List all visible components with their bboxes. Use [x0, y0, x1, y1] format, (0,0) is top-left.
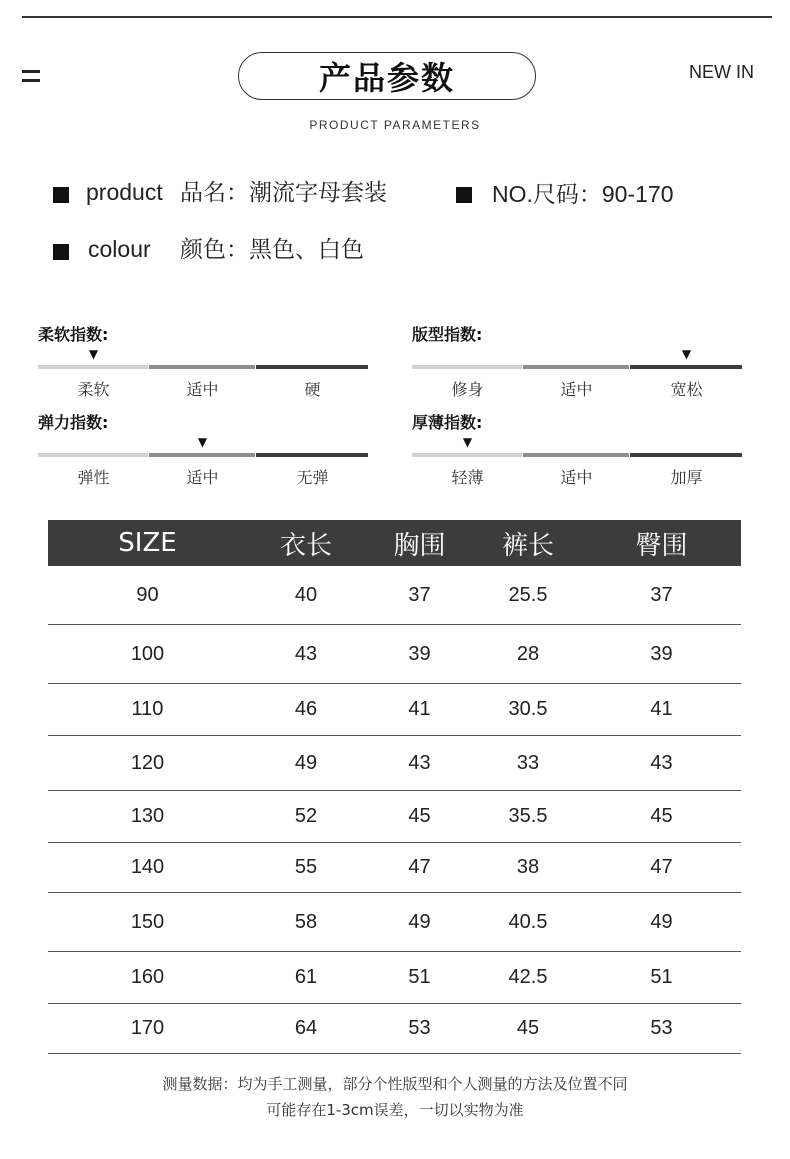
index-pointer-icon: ▼: [88, 347, 99, 361]
table-cell: 51: [582, 952, 741, 1004]
index-scale-segment: [412, 365, 522, 369]
table-cell: 140: [48, 843, 247, 893]
table-cell: 51: [365, 952, 474, 1004]
table-cell: 45: [365, 791, 474, 843]
index-scale-segment: [38, 453, 148, 457]
table-row: [48, 893, 741, 952]
table-cell: 37: [582, 566, 741, 625]
table-cell: 120: [48, 736, 247, 791]
index-label: 柔软指数:: [38, 325, 109, 344]
page-subtitle: PRODUCT PARAMETERS: [309, 118, 481, 132]
product-name-row: [86, 174, 387, 207]
index-scale-bar: [412, 365, 743, 369]
index-pointer-icon: ▼: [462, 435, 473, 449]
colour-row: [88, 231, 364, 264]
measure-note-line2: 可能存在1-3cm误差，一切以实物为准: [266, 1101, 524, 1119]
bullet-square-icon: [53, 187, 69, 203]
table-header-cell: 臀围: [582, 520, 741, 566]
table-header-cell: 胸围: [365, 520, 474, 566]
index-level-label: 弹性: [77, 468, 110, 487]
index-pointer-icon: ▼: [197, 435, 208, 449]
table-header-cell: SIZE: [48, 520, 247, 566]
product-value: 潮流字母套装: [249, 180, 388, 206]
size-label: 尺码：: [532, 182, 602, 208]
index-scale-segment: [630, 453, 742, 457]
table-cell: 160: [48, 952, 247, 1004]
index-level-label: 适中: [186, 380, 219, 399]
table-cell: 28: [474, 625, 582, 684]
table-cell: 35.5: [474, 791, 582, 843]
table-cell: 42.5: [474, 952, 582, 1004]
colour-en-label: colour: [88, 236, 151, 262]
table-cell: 53: [582, 1004, 741, 1054]
top-rule: [22, 16, 772, 18]
table-cell: 43: [365, 736, 474, 791]
table-row: [48, 952, 741, 1004]
table-cell: 39: [582, 625, 741, 684]
table-cell: 45: [474, 1004, 582, 1054]
table-cell: 41: [365, 684, 474, 736]
table-cell: 130: [48, 791, 247, 843]
colour-value: 黑色、白色: [248, 237, 364, 263]
table-cell: 61: [247, 952, 365, 1004]
table-cell: 170: [48, 1004, 247, 1054]
table-cell: 90: [48, 566, 247, 625]
table-cell: 33: [474, 736, 582, 791]
table-row: [48, 566, 741, 625]
table-cell: 43: [582, 736, 741, 791]
index-level-label: 硬: [304, 380, 321, 399]
table-row: [48, 736, 741, 791]
index-scale-bar: [412, 453, 743, 457]
table-cell: 49: [365, 893, 474, 952]
index-scale-segment: [149, 453, 255, 457]
size-en-label: NO.: [492, 181, 533, 207]
table-cell: 39: [365, 625, 474, 684]
index-level-label: 无弹: [296, 468, 329, 487]
table-cell: 37: [365, 566, 474, 625]
size-table: [48, 520, 741, 1054]
measure-note-line1: 测量数据：均为手工测量，部分个性版型和个人测量的方法及位置不同: [162, 1075, 628, 1093]
table-cell: 52: [247, 791, 365, 843]
index-scale-segment: [630, 365, 742, 369]
size-range-row: [492, 176, 674, 209]
product-label: 品名：: [180, 180, 250, 206]
index-level-label: 适中: [560, 380, 593, 399]
index-label: 版型指数:: [412, 325, 483, 344]
index-level-label: 加厚: [670, 468, 703, 487]
index-level-label: 轻薄: [451, 468, 484, 487]
bullet-square-icon: [456, 187, 472, 203]
index-scale-segment: [256, 453, 368, 457]
table-cell: 40.5: [474, 893, 582, 952]
index-scale-bar: [38, 365, 369, 369]
table-header-cell: 衣长: [247, 520, 365, 566]
table-row: [48, 684, 741, 736]
table-header-cell: 裤长: [474, 520, 582, 566]
table-cell: 43: [247, 625, 365, 684]
index-scale-segment: [523, 453, 629, 457]
index-level-label: 宽松: [670, 380, 703, 399]
index-scale-segment: [523, 365, 629, 369]
index-scale-segment: [412, 453, 522, 457]
colour-label: 颜色：: [179, 237, 249, 263]
index-scale-segment: [38, 365, 148, 369]
table-row: [48, 625, 741, 684]
table-cell: 45: [582, 791, 741, 843]
table-cell: 47: [582, 843, 741, 893]
table-header-row: [48, 520, 741, 566]
index-level-label: 修身: [451, 380, 484, 399]
table-cell: 110: [48, 684, 247, 736]
index-level-label: 适中: [186, 468, 219, 487]
index-scale-segment: [256, 365, 368, 369]
table-cell: 38: [474, 843, 582, 893]
table-cell: 58: [247, 893, 365, 952]
table-cell: 46: [247, 684, 365, 736]
product-en-label: product: [86, 179, 163, 205]
table-cell: 49: [247, 736, 365, 791]
table-cell: 25.5: [474, 566, 582, 625]
table-row: [48, 1004, 741, 1054]
table-cell: 49: [582, 893, 741, 952]
index-scale-segment: [149, 365, 255, 369]
page-title: 产品参数: [238, 52, 536, 100]
table-cell: 53: [365, 1004, 474, 1054]
table-cell: 55: [247, 843, 365, 893]
index-level-label: 适中: [560, 468, 593, 487]
new-in-label: NEW IN: [689, 62, 754, 82]
table-cell: 47: [365, 843, 474, 893]
size-value: 90-170: [601, 181, 674, 207]
index-label: 弹力指数:: [38, 413, 109, 432]
table-cell: 40: [247, 566, 365, 625]
index-scale-bar: [38, 453, 369, 457]
table-row: [48, 791, 741, 843]
menu-icon[interactable]: [22, 70, 40, 82]
table-cell: 30.5: [474, 684, 582, 736]
index-level-label: 柔软: [77, 380, 110, 399]
bullet-square-icon: [53, 244, 69, 260]
table-cell: 100: [48, 625, 247, 684]
table-cell: 41: [582, 684, 741, 736]
index-pointer-icon: ▼: [681, 347, 692, 361]
index-label: 厚薄指数:: [412, 413, 483, 432]
table-row: [48, 843, 741, 893]
table-cell: 64: [247, 1004, 365, 1054]
table-cell: 150: [48, 893, 247, 952]
